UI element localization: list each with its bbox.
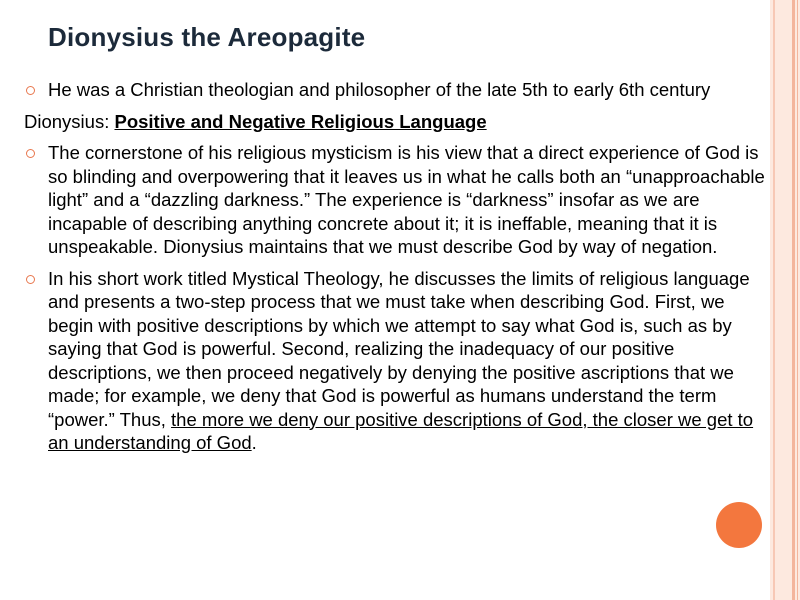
bullet-item [24, 267, 766, 455]
bullet-text-end: . [251, 432, 257, 453]
subheading-title: Positive and Negative Religious Language [114, 110, 487, 132]
bullet-item [24, 141, 766, 259]
underlined-conclusion: the more we deny our positive descriptions of God, the closer we get to an understanding of God [48, 408, 754, 453]
decorative-right-border [770, 0, 800, 600]
decorative-orange-circle [716, 502, 762, 548]
slide-title: Dionysius the Areopagite [48, 22, 366, 52]
slide-body [24, 78, 766, 463]
subheading [24, 110, 766, 134]
bullet-text: He was a Christian theologian and philosopher of the late 5th to early 6th century [48, 79, 711, 100]
border-stripe [792, 0, 795, 600]
hollow-circle-bullet-icon [26, 149, 35, 158]
bullet-text: The cornerstone of his religious mysticism is his view that a direct experience of God is so blinding and overpowering that it leaves us in what he calls both an “unapproachable light” and a “dazzling darkness.” The experience is “darkness” insofar as we are incapable of describing anything concrete about it; it is ineffable, meaning that it is unspeakable. Dionysius maintains that we must describe God by way of negation. [48, 142, 765, 257]
subheading-label: Dionysius: [24, 110, 115, 132]
border-stripe [797, 0, 798, 600]
border-stripe [773, 0, 775, 600]
bullet-item [24, 78, 766, 102]
bullet-text: In his short work titled Mystical Theology, he discusses the limits of religious language and presents a two-step process that we must take when describing God. First, we begin with positive descriptions by which we attempt to say what God is, such as by saying that God is powerful. Second, realizing the inadequacy of our positive descriptions, we then proceed negatively by denying the positive ascriptions that we made; for example, we deny that God is powerful as humans understand the term “power.” Thus, [48, 267, 750, 430]
hollow-circle-bullet-icon [26, 275, 35, 284]
hollow-circle-bullet-icon [26, 86, 35, 95]
